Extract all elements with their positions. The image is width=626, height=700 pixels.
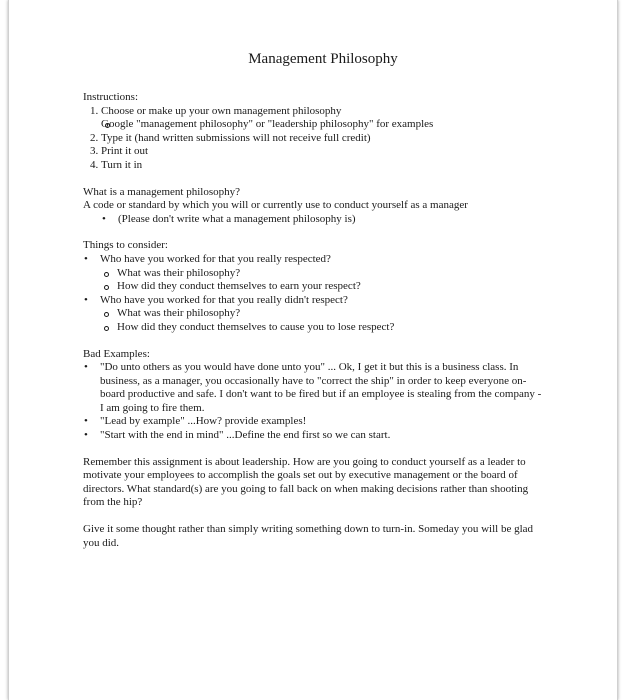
document-page <box>8 0 618 700</box>
bad-example-item: • "Start with the end in mind" ...Define the end first so we can start. <box>83 429 543 443</box>
consider-sublist <box>100 307 553 334</box>
definition-question: What is a management philosophy? <box>83 185 241 198</box>
closing-paragraph <box>83 523 543 550</box>
instruction-step: 4. Turn it in <box>101 159 553 173</box>
consider-item-text: Who have you worked for that you really didn't respect? <box>100 293 348 306</box>
bad-example-item: • "Do unto others as you would have done unto you" ... Ok, I get it but this is a business class. In business, as a manager, you occasionally have to "correct the ship" in order to keep everyone on-board productive and safe. I don't want to be fired but if an employee is stealing from the company - I am going to fire them. <box>83 361 543 415</box>
instructions-section <box>83 91 553 173</box>
definition-section <box>83 186 553 227</box>
instruction-step <box>101 105 553 132</box>
document-body <box>83 50 553 563</box>
remember-text: Remember this assignment is about leadership. How are you going to conduct yourself as a leader to motivate your employees to accomplish the goals set out by executive management or the board of directors. What standard(s) are you going to fall back on when making decisions rather than shooting from the hip? <box>83 455 529 509</box>
consider-list <box>83 253 553 335</box>
closing-text: Give it some thought rather than simply writing something down to turn-in. Someday you will be glad you did. <box>83 523 534 549</box>
instruction-step: 2. Type it (hand written submissions will not receive full credit) <box>101 132 553 146</box>
consider-sub-item: What was their philosophy? <box>100 307 553 321</box>
instruction-step-text: Choose or make up your own management philosophy <box>101 104 342 117</box>
consider-sub-item: How did they conduct themselves to earn your respect? <box>100 280 553 294</box>
consider-sublist <box>100 267 553 294</box>
consider-item <box>83 294 553 335</box>
bad-examples-heading: Bad Examples: <box>83 347 150 360</box>
document-title: Management Philosophy <box>248 51 398 67</box>
instruction-sublist <box>101 118 553 132</box>
remember-paragraph <box>83 456 543 510</box>
instruction-step: 3. Print it out <box>101 145 553 159</box>
consider-item <box>83 253 553 294</box>
bad-example-item: • "Lead by example" ...How? provide examples! <box>83 415 543 429</box>
instructions-heading: Instructions: <box>83 91 138 103</box>
bad-examples-list <box>83 361 543 443</box>
consider-heading: Things to consider: <box>83 239 168 252</box>
consider-sub-item: How did they conduct themselves to cause you to lose respect? <box>100 321 553 335</box>
instructions-list <box>83 105 553 173</box>
definition-note: • (Please don't write what a management philosophy is) <box>101 213 553 227</box>
consider-sub-item: What was their philosophy? <box>100 267 553 281</box>
consider-section <box>83 239 553 334</box>
page-border-left <box>8 0 9 700</box>
bad-examples-section <box>83 348 553 443</box>
instruction-sub-item: Google "management philosophy" or "leadership philosophy" for examples <box>101 118 553 132</box>
definition-note-list <box>101 213 553 227</box>
page-border-right <box>617 0 618 700</box>
definition-answer: A code or standard by which you will or currently use to conduct yourself as a manager <box>83 199 468 212</box>
consider-item-text: Who have you worked for that you really respected? <box>100 252 331 265</box>
